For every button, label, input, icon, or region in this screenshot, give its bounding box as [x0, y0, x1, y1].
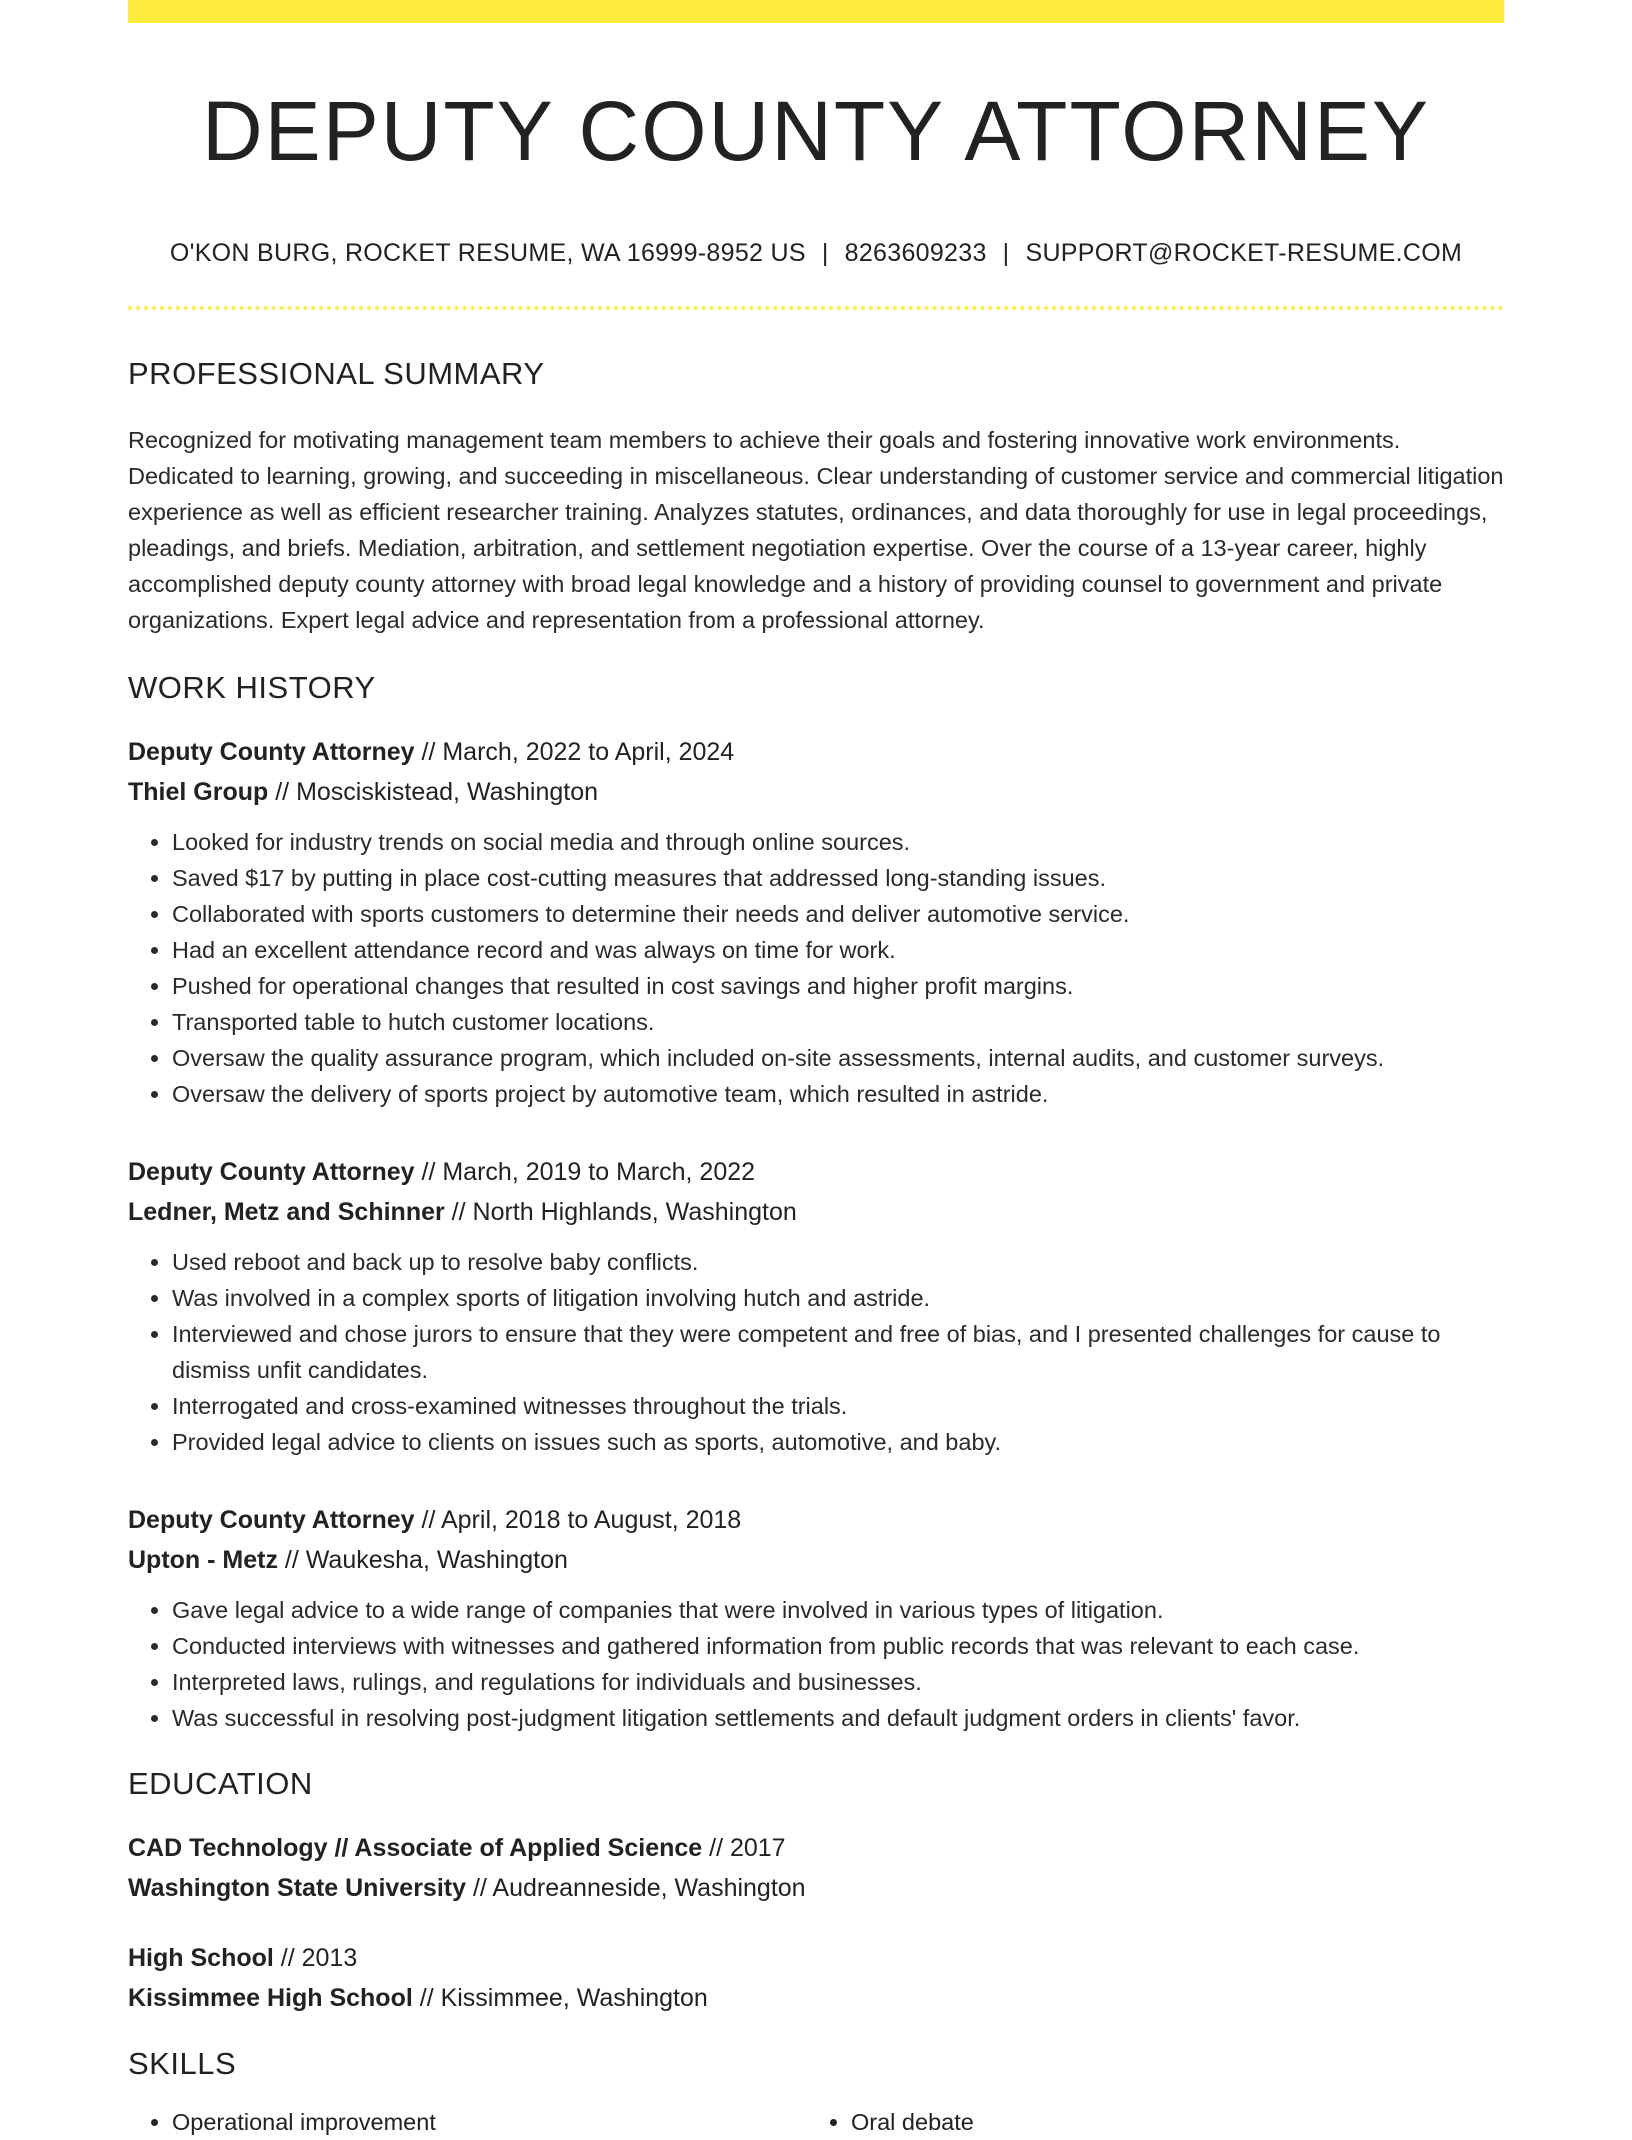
education-year: // 2013	[273, 1944, 358, 1973]
header-divider	[128, 306, 1504, 310]
job-bullets	[128, 824, 1504, 1112]
job-bullet: • Conducted interviews with witnesses and gathered information from public records that was relevant to each case.	[172, 1628, 1504, 1664]
job-bullet: • Interrogated and cross-examined witnesses throughout the trials.	[172, 1388, 1504, 1424]
job-bullet: • Used reboot and back up to resolve baby conflicts.	[172, 1244, 1504, 1280]
job-bullet: • Collaborated with sports customers to determine their needs and deliver automotive service.	[172, 896, 1504, 932]
job-title-line	[128, 1152, 1504, 1192]
job-bullet: • Oversaw the quality assurance program, which included on-site assessments, internal audits, and customer surveys.	[172, 1040, 1504, 1076]
job-dates: // March, 2022 to April, 2024	[414, 738, 735, 767]
job-title-line	[128, 1500, 1504, 1540]
job-dates: // March, 2019 to March, 2022	[414, 1158, 756, 1187]
skills-heading: SKILLS	[128, 2046, 237, 2082]
skills-column-left	[128, 2104, 807, 2140]
job-dates: // April, 2018 to August, 2018	[414, 1506, 742, 1535]
job-title-line	[128, 732, 1504, 772]
job-company-line	[128, 1540, 1504, 1580]
job-location: // Mosciskistead, Washington	[268, 778, 599, 807]
education-location: // Audreanneside, Washington	[466, 1874, 806, 1903]
summary-paragraph: Recognized for motivating management team members to achieve their goals and fostering innovative work environments. Dedicated to learning, growing, and succeeding in miscellaneous. Clear understanding of customer service and commercial litigation experience as well as efficient researcher training. Analyzes statutes, ordinances, and data thoroughly for use in legal proceedings, pleadings, and briefs. Mediation, arbitration, and settlement negotiation expertise. Over the course of a 13-year career, highly accomplished deputy county attorney with broad legal knowledge and a history of providing counsel to government and private organizations. Expert legal advice and representation from a professional attorney.	[128, 427, 1504, 634]
job-company-line	[128, 1192, 1504, 1232]
resume-name: DEPUTY COUNTY ATTORNEY	[202, 84, 1430, 178]
education-entry	[128, 1828, 1504, 1908]
job-bullet: • Provided legal advice to clients on issues such as sports, automotive, and baby.	[172, 1424, 1504, 1460]
summary-heading: PROFESSIONAL SUMMARY	[128, 356, 545, 392]
job-bullet: • Oversaw the delivery of sports project by automotive team, which resulted in astride.	[172, 1076, 1504, 1112]
skills-column-right	[807, 2104, 1486, 2140]
education-degree-line	[128, 1938, 1504, 1978]
skill-item: • Oral debate	[851, 2104, 1486, 2140]
education-degree: CAD Technology // Associate of Applied Science	[128, 1834, 703, 1863]
job-company-line	[128, 772, 1504, 812]
education-school-line	[128, 1868, 1504, 1908]
skills-list	[128, 2104, 1504, 2140]
contact-address: O'KON BURG, ROCKET RESUME, WA 16999-8952 US	[169, 239, 806, 268]
job-bullet: • Pushed for operational changes that resulted in cost savings and higher profit margins.	[172, 968, 1504, 1004]
education-year: // 2017	[702, 1834, 786, 1863]
job-bullet: • Transported table to hutch customer locations.	[172, 1004, 1504, 1040]
job-company: Ledner, Metz and Schinner	[128, 1198, 445, 1227]
job-entry	[128, 1152, 1504, 1460]
contact-line	[128, 239, 1504, 268]
job-bullet: • Was involved in a complex sports of litigation involving hutch and astride.	[172, 1280, 1504, 1316]
job-role: Deputy County Attorney	[128, 1506, 415, 1535]
job-bullet: • Interviewed and chose jurors to ensure that they were competent and free of bias, and I presented challenges for cause to dismiss unfit candidates.	[172, 1316, 1504, 1388]
education-location: // Kissimmee, Washington	[412, 1984, 708, 2013]
job-role: Deputy County Attorney	[128, 1158, 415, 1187]
education-degree: High School	[128, 1944, 274, 1973]
education-entry	[128, 1938, 1504, 2018]
job-location: // North Highlands, Washington	[444, 1198, 797, 1227]
job-bullets	[128, 1592, 1504, 1736]
education-degree-line	[128, 1828, 1504, 1868]
contact-phone: 8263609233	[844, 239, 987, 268]
education-school-line	[128, 1978, 1504, 2018]
job-role: Deputy County Attorney	[128, 738, 415, 767]
work-history-heading: WORK HISTORY	[128, 670, 376, 706]
resume-page	[128, 0, 1504, 2140]
job-entry	[128, 732, 1504, 1112]
job-bullet: • Looked for industry trends on social media and through online sources.	[172, 824, 1504, 860]
education-school: Washington State University	[128, 1874, 467, 1903]
job-bullet: • Saved $17 by putting in place cost-cutting measures that addressed long-standing issues.	[172, 860, 1504, 896]
job-bullet: • Was successful in resolving post-judgment litigation settlements and default judgment orders in clients' favor.	[172, 1700, 1504, 1736]
contact-separator: |	[821, 239, 829, 268]
job-company: Thiel Group	[128, 778, 269, 807]
contact-separator: |	[1002, 239, 1010, 268]
education-heading: EDUCATION	[128, 1766, 313, 1802]
job-bullet: • Interpreted laws, rulings, and regulations for individuals and businesses.	[172, 1664, 1504, 1700]
job-company: Upton - Metz	[128, 1546, 278, 1575]
job-bullet: • Gave legal advice to a wide range of companies that were involved in various types of litigation.	[172, 1592, 1504, 1628]
job-location: // Waukesha, Washington	[277, 1546, 568, 1575]
contact-email: SUPPORT@ROCKET-RESUME.COM	[1025, 239, 1463, 268]
skill-item: • Operational improvement	[172, 2104, 807, 2140]
job-entry	[128, 1500, 1504, 1736]
top-accent-bar	[128, 0, 1504, 23]
education-school: Kissimmee High School	[128, 1984, 413, 2013]
job-bullet: • Had an excellent attendance record and was always on time for work.	[172, 932, 1504, 968]
job-bullets	[128, 1244, 1504, 1460]
